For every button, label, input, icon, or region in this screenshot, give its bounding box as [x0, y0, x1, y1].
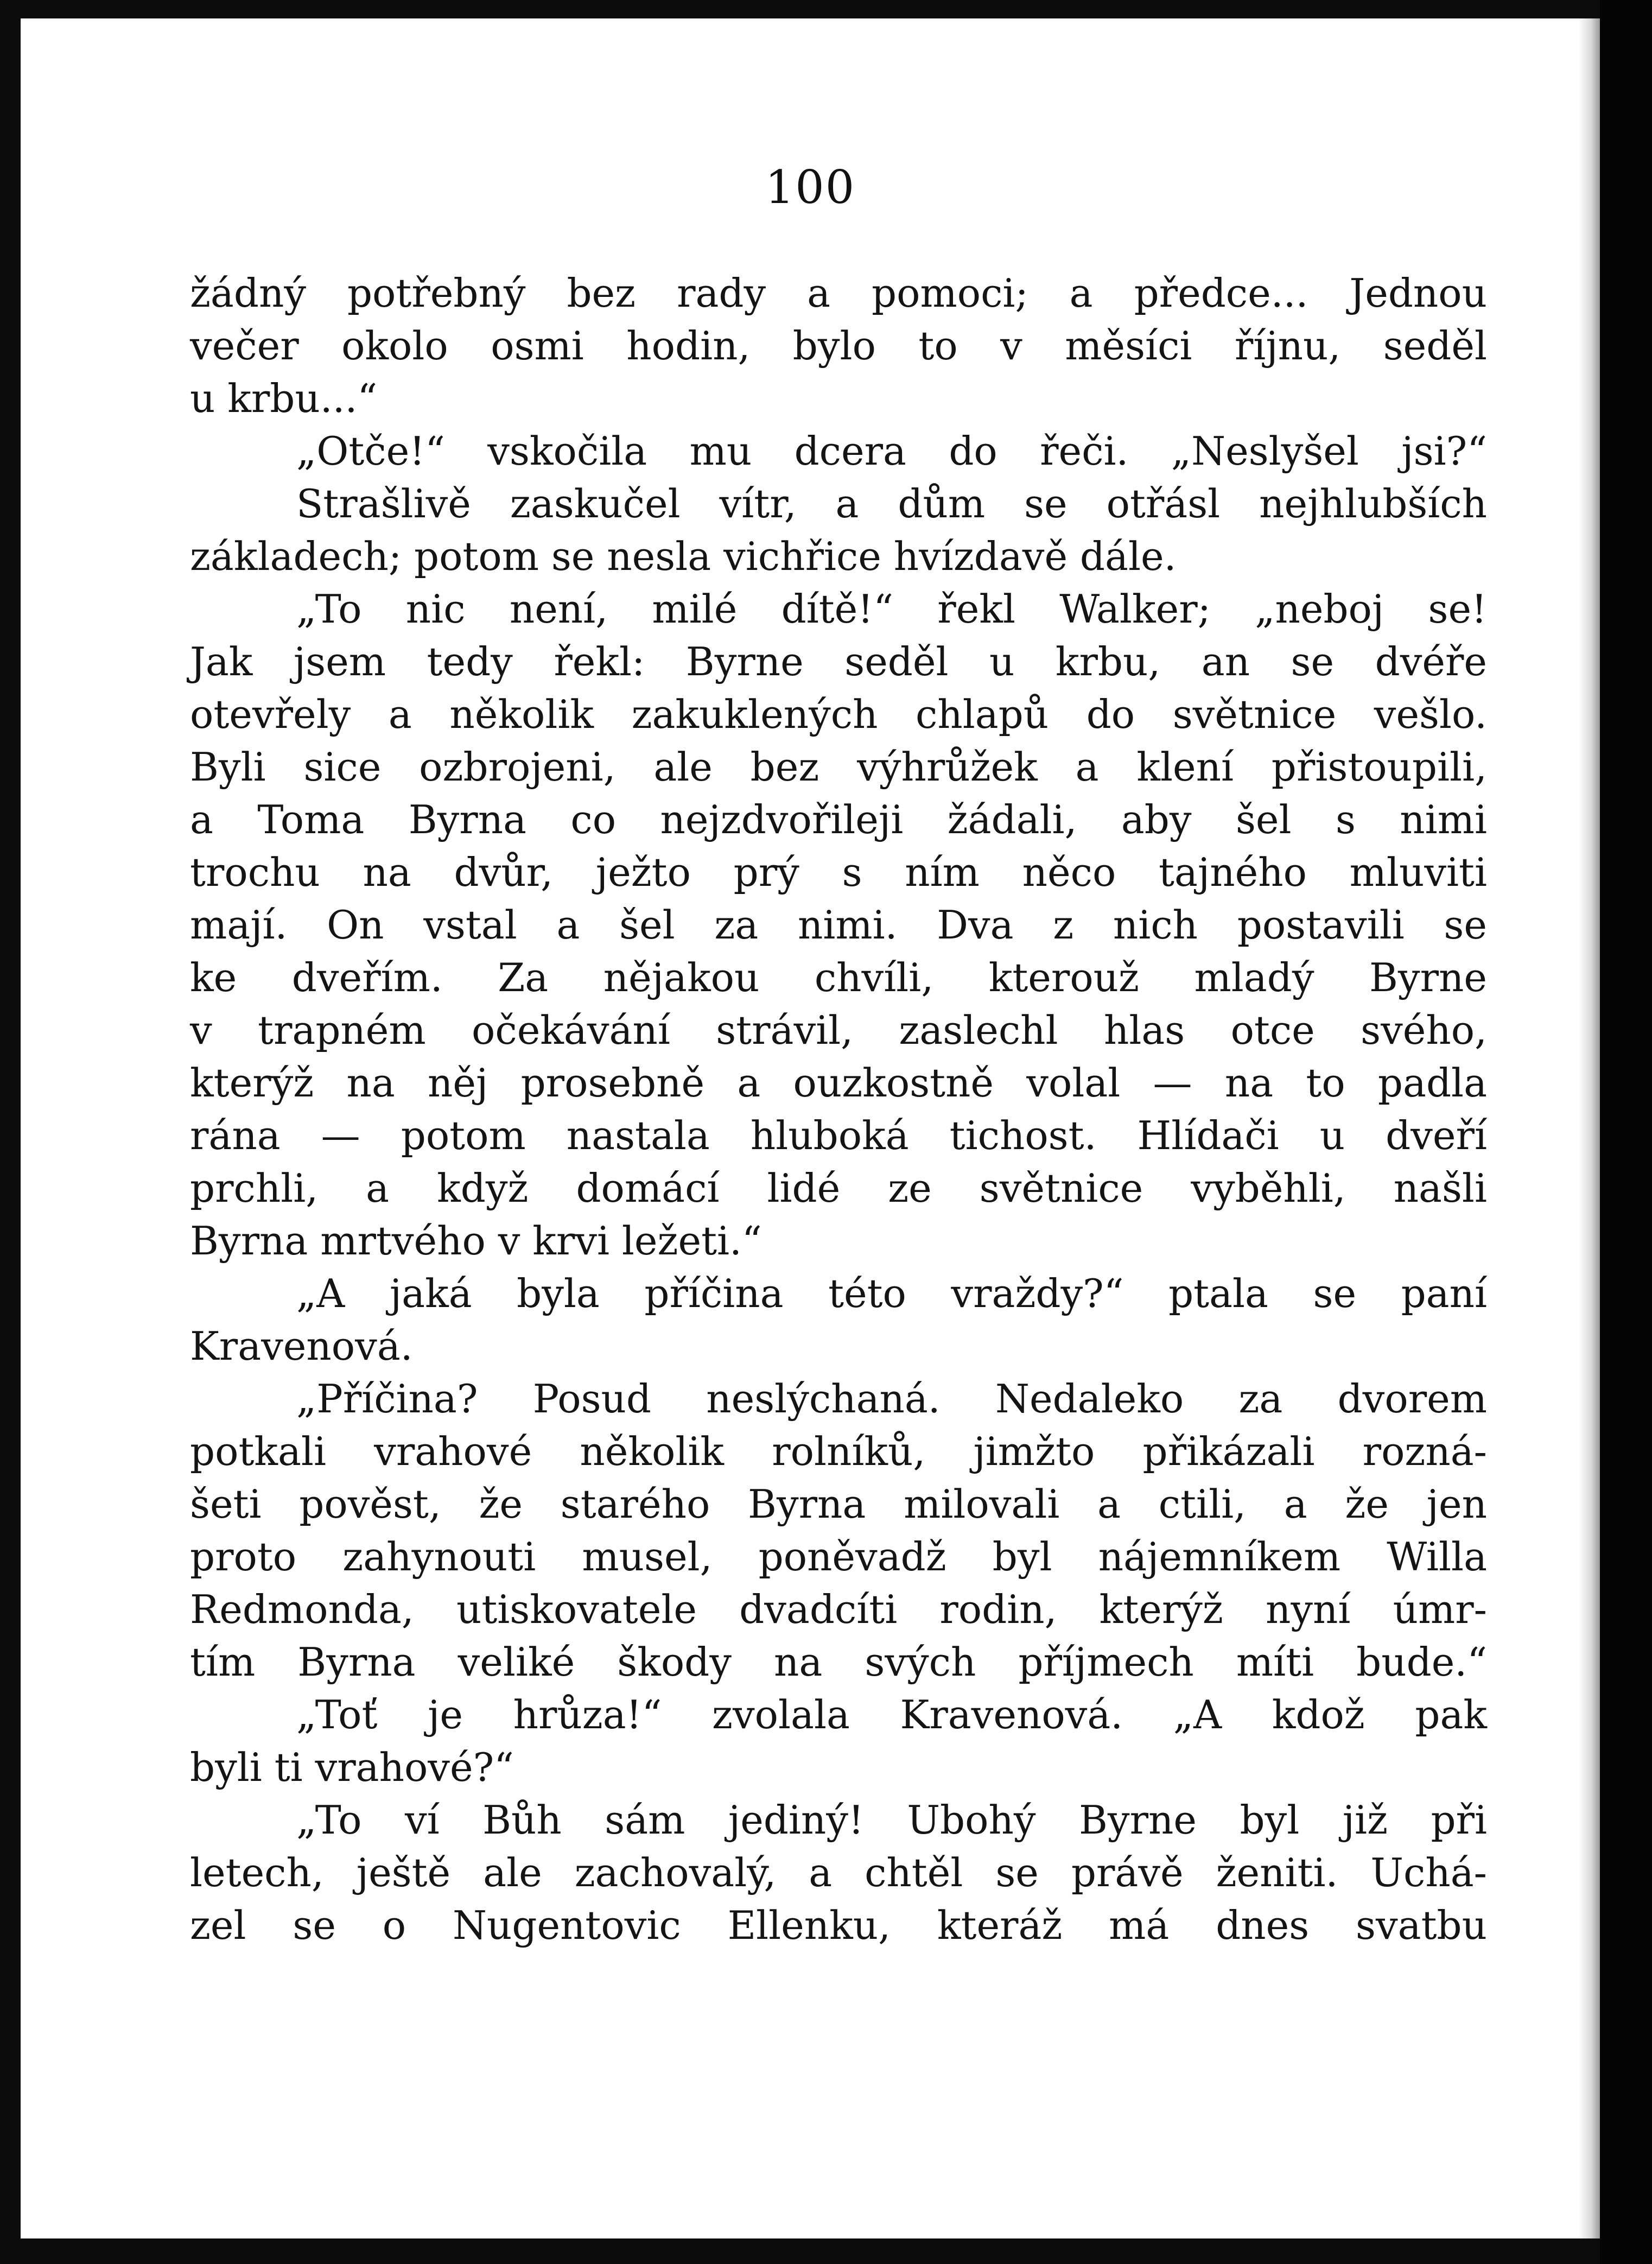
text-line: mají. On vstal a šel za nimi. Dva z nich postavili se: [190, 902, 1487, 948]
text-line: Byrna mrtvého v krvi ležeti.“: [190, 1218, 762, 1264]
text-line: u krbu...“: [190, 376, 378, 421]
text-line: kterýž na něj prosebně a ouzkostně volal — na to padla: [190, 1060, 1487, 1106]
text-line: žádný potřebný bez rady a pomoci; a předce... Jednou: [190, 270, 1487, 316]
text-line: „To nic není, milé dítě!“ řekl Walker; „neboj se!: [296, 586, 1487, 632]
text-line: tím Byrna veliké škody na svých příjmech míti bude.“: [190, 1639, 1487, 1685]
text-line: Redmonda, utiskovatele dvadcíti rodin, kterýž nyní úmr-: [190, 1587, 1487, 1632]
text-line: Byli sice ozbrojeni, ale bez výhrůžek a klení přistoupili,: [190, 744, 1487, 790]
text-line: byli ti vrahové?“: [190, 1745, 514, 1790]
body-text: [190, 267, 1487, 1952]
text-line: zel se o Nugentovic Ellenku, kteráž má dnes svatbu: [190, 1902, 1487, 1948]
page-edge-shadow: [1578, 18, 1600, 2238]
text-line: „Otče!“ vskočila mu dcera do řeči. „Neslyšel jsi?“: [296, 428, 1487, 474]
text-line: a Toma Byrna co nejzdvořileji žádali, aby šel s nimi: [190, 797, 1487, 842]
text-line: letech, ještě ale zachovalý, a chtěl se právě ženiti. Uchá-: [190, 1850, 1487, 1895]
text-line: Jak jsem tedy řekl: Byrne seděl u krbu, an se dvéře: [190, 639, 1487, 684]
text-line: šeti pověst, že starého Byrna milovali a ctili, a že jen: [190, 1481, 1487, 1527]
text-line: trochu na dvůr, ježto prý s ním něco tajného mluviti: [190, 849, 1487, 895]
text-line: „Toť je hrůza!“ zvolala Kravenová. „A kdož pak: [296, 1692, 1487, 1737]
text-line: potkali vrahové několik rolníků, jimžto přikázali rozná-: [190, 1429, 1487, 1474]
text-line: ke dveřím. Za nějakou chvíli, kterouž mladý Byrne: [190, 955, 1487, 1000]
text-line: proto zahynouti musel, poněvadž byl nájemníkem Willa: [190, 1534, 1487, 1580]
text-line: „A jaká byla příčina této vraždy?“ ptala se paní: [296, 1271, 1487, 1316]
text-line: rána — potom nastala hluboká tichost. Hlídači u dveří: [190, 1113, 1487, 1158]
scan-border: [1600, 0, 1652, 2264]
book-page: [21, 18, 1600, 2238]
text-line: základech; potom se nesla vichřice hvízdavě dále.: [190, 534, 1177, 579]
text-line: prchli, a když domácí lidé ze světnice vyběhli, našli: [190, 1165, 1487, 1211]
text-line: „Příčina? Posud neslýchaná. Nedaleko za dvorem: [296, 1376, 1487, 1422]
page-number: 100: [765, 161, 856, 214]
text-line: v trapném očekávání strávil, zaslechl hlas otce svého,: [190, 1007, 1487, 1053]
text-line: otevřely a několik zakuklených chlapů do světnice vešlo.: [190, 692, 1487, 737]
text-line: Strašlivě zaskučel vítr, a dům se otřásl nejhlubších: [296, 481, 1487, 527]
text-line: Kravenová.: [190, 1323, 413, 1369]
text-line: „To ví Bůh sám jediný! Ubohý Byrne byl již při: [296, 1797, 1487, 1843]
text-line: večer okolo osmi hodin, bylo to v měsíci říjnu, seděl: [190, 323, 1487, 369]
